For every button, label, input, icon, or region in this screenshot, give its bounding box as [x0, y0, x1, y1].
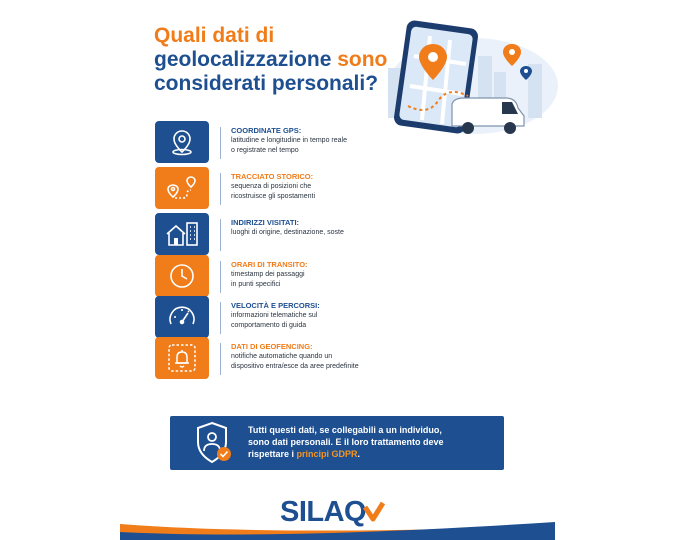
- item-desc: notifiche automatiche quando un: [231, 353, 333, 360]
- divider: [220, 173, 221, 205]
- gdpr-highlight: principi GDPR: [296, 449, 358, 459]
- list-item: [155, 167, 415, 209]
- divider: [220, 261, 221, 293]
- banner-line: Tutti questi dati, se collegabili a un individuo,: [248, 425, 442, 435]
- buildings-icon: [155, 213, 209, 255]
- item-heading: ORARI DI TRANSITO:: [231, 260, 308, 269]
- divider: [220, 219, 221, 251]
- logo-wordmark: SILAQ: [280, 496, 367, 528]
- item-desc: sequenza di posizioni che: [231, 183, 312, 190]
- speedometer-icon: [155, 296, 209, 338]
- list-item: [155, 121, 415, 163]
- divider: [220, 343, 221, 375]
- item-heading: DATI DI GEOFENCING:: [231, 342, 313, 351]
- list-item: [155, 337, 415, 379]
- divider: [220, 127, 221, 159]
- shield-person-check-icon: [192, 420, 236, 466]
- clock-icon: [155, 255, 209, 297]
- list-item: [155, 255, 415, 297]
- item-heading: INDIRIZZI VISITATI:: [231, 218, 300, 227]
- item-desc: timestamp dei passaggi: [231, 271, 305, 278]
- banner-line-3: rispettare i principi GDPR.: [248, 449, 361, 459]
- phone-map-van-illustration: [378, 16, 558, 136]
- decorative-footer-wave: [120, 514, 555, 540]
- title-part1: Quali dati di: [154, 24, 275, 47]
- route-icon: [155, 167, 209, 209]
- item-heading: VELOCITÀ E PERCORSI:: [231, 301, 320, 310]
- title-part3: sono: [337, 48, 388, 71]
- item-desc: ricostruisce gli spostamenti: [231, 193, 316, 200]
- banner-text: [248, 424, 488, 460]
- item-desc: in punti specifici: [231, 281, 281, 288]
- item-heading: TRACCIATO STORICO:: [231, 172, 314, 181]
- geofence-bell-icon: [155, 337, 209, 379]
- item-desc: informazioni telematiche sul: [231, 312, 318, 319]
- item-desc: o registrate nel tempo: [231, 147, 299, 154]
- gdpr-banner: [170, 416, 504, 470]
- page-title: [154, 24, 394, 96]
- title-part4: considerati personali?: [154, 72, 379, 95]
- title-part2: geolocalizzazione: [154, 48, 332, 71]
- location-pin-icon: [155, 121, 209, 163]
- item-desc: luoghi di origine, destinazione, soste: [231, 229, 344, 236]
- item-desc: dispositivo entra/esce da aree predefinite: [231, 363, 359, 370]
- item-desc: comportamento di guida: [231, 322, 307, 329]
- list-item: [155, 213, 415, 255]
- divider: [220, 302, 221, 334]
- banner-line: sono dati personali. E il loro trattamento deve: [248, 437, 444, 447]
- list-item: [155, 296, 415, 338]
- item-desc: latitudine e longitudine in tempo reale: [231, 137, 347, 144]
- item-heading: COORDINATE GPS:: [231, 126, 302, 135]
